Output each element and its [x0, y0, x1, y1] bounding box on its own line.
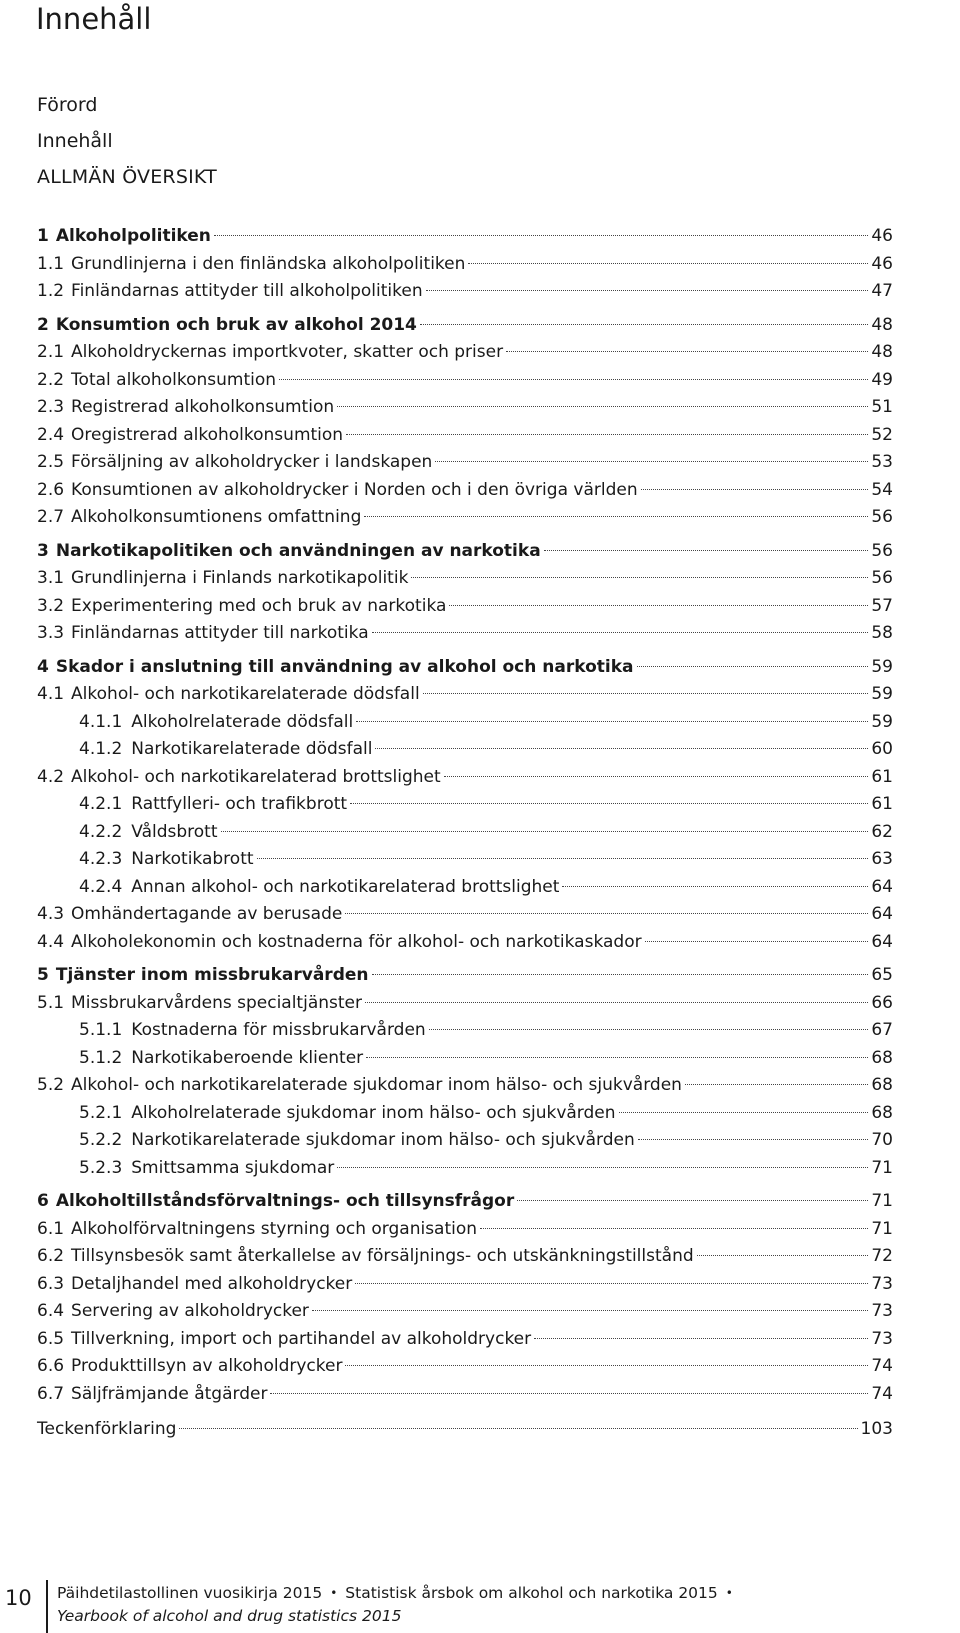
toc-entry-label	[79, 1100, 616, 1128]
toc-entry-label	[37, 339, 503, 367]
toc-entry-title: Finländarnas attityder till alkoholpolitiken	[71, 281, 423, 301]
toc-entry-title: Konsumtion och bruk av alkohol 2014	[55, 314, 417, 335]
dot-leader	[356, 721, 868, 722]
toc-entry-label	[79, 791, 347, 819]
toc-entry-title: Konsumtionen av alkoholdrycker i Norden och i den övriga världen	[71, 479, 638, 500]
toc-entry-row[interactable]	[37, 477, 893, 505]
toc-entry-title: Narkotikapolitiken och användningen av narkotika	[55, 540, 541, 561]
toc-page-number: 53	[871, 452, 893, 472]
toc-entry-label	[37, 901, 342, 929]
toc-entry-label	[37, 681, 420, 709]
toc-entry-label	[37, 367, 276, 395]
toc-entry-label	[37, 929, 642, 957]
page-title: Innehåll	[36, 2, 152, 36]
toc-page-number: 56	[871, 507, 893, 527]
toc-entry-row[interactable]	[37, 819, 893, 847]
toc-entry-title: Säljfrämjande åtgärder	[71, 1383, 268, 1404]
toc-entry-title: Smittsamma sjukdomar	[131, 1157, 335, 1178]
toc-entry-title: Missbrukarvårdens specialtjänster	[71, 992, 362, 1013]
toc-entry-label	[37, 962, 369, 990]
toc-page-number: 73	[871, 1301, 893, 1321]
toc-entry-title: Alkoholrelaterade dödsfall	[131, 711, 354, 732]
toc-entry-row[interactable]	[37, 339, 893, 367]
dot-leader	[372, 632, 869, 633]
dot-leader	[534, 1338, 868, 1339]
toc-entry-title: Finländarnas attityder till narkotika	[71, 623, 369, 643]
toc-entry-row[interactable]	[37, 1072, 893, 1100]
toc-entry-number: 2.6	[37, 479, 65, 500]
toc-entry-row[interactable]	[37, 709, 893, 737]
toc-entry-label	[79, 1017, 426, 1045]
toc-page-number: 70	[871, 1130, 893, 1150]
dot-leader	[364, 516, 868, 517]
toc-entry-number: 4	[37, 656, 49, 677]
toc-entry-label	[37, 990, 362, 1018]
toc-page-number: 64	[871, 876, 893, 897]
dot-leader	[435, 461, 868, 462]
toc-entry-number: 5.1.2	[79, 1047, 123, 1068]
toc-entry-label	[37, 1298, 309, 1326]
dot-leader	[429, 1029, 869, 1030]
toc-entry-label	[37, 654, 634, 682]
toc-entry-title: Alkoholförvaltningens styrning och organisation	[71, 1218, 478, 1239]
toc-page-number: 60	[871, 739, 893, 759]
toc-chapter-row[interactable]	[37, 654, 893, 682]
toc-entry-row[interactable]	[37, 901, 893, 929]
dot-leader	[426, 290, 869, 291]
toc-page-number: 73	[871, 1328, 893, 1349]
toc-entry-row[interactable]	[37, 620, 893, 648]
toc-entry-label	[37, 565, 408, 593]
toc-entry-number: 4.2.3	[79, 849, 123, 869]
toc-page-number: 67	[871, 1020, 893, 1040]
toc-entry-number: 1.2	[37, 281, 65, 301]
toc-entry-number: 5.2.2	[79, 1130, 123, 1150]
toc-entry-label	[37, 1271, 352, 1299]
toc-entry-title: Omhändertagande av berusade	[71, 904, 343, 924]
dot-leader	[257, 858, 869, 859]
toc-page-number: 56	[871, 540, 893, 561]
toc-entry-row[interactable]	[37, 565, 893, 593]
toc-entry-label	[37, 223, 211, 251]
toc-page-number: 68	[871, 1047, 893, 1068]
toc-page-number: 74	[871, 1356, 893, 1376]
toc-entry-row[interactable]	[37, 1155, 893, 1183]
toc-page-number: 58	[871, 623, 893, 643]
dot-leader	[544, 550, 869, 551]
toc-entry-number: 4.1.2	[79, 739, 123, 759]
toc-entry-row[interactable]	[37, 791, 893, 819]
toc-entry-label	[37, 251, 465, 279]
dot-leader	[365, 1002, 868, 1003]
dot-leader	[372, 974, 869, 975]
toc-page-number: 71	[871, 1218, 893, 1239]
toc-page-number: 68	[871, 1075, 893, 1095]
toc-entry-title: Narkotikarelaterade dödsfall	[131, 739, 373, 759]
toc-entry-number: 2.4	[37, 424, 65, 445]
toc-entry-title: Rattfylleri- och trafikbrott	[131, 794, 348, 814]
toc-page-number: 54	[871, 479, 893, 500]
dot-leader	[350, 803, 868, 804]
toc-entry-title: Våldsbrott	[131, 821, 218, 842]
toc-entry-row[interactable]	[37, 1271, 893, 1299]
toc-page-number: 66	[871, 992, 893, 1013]
toc-entry-row[interactable]	[37, 874, 893, 902]
toc-entry-row[interactable]	[37, 1243, 893, 1271]
toc-entry-number: 3.2	[37, 595, 65, 616]
toc-entry-title: Total alkoholkonsumtion	[71, 369, 277, 390]
toc-entry-number: 3	[37, 540, 49, 561]
toc-entry-title: Oregistrerad alkoholkonsumtion	[71, 424, 344, 445]
toc-page-number: 62	[871, 821, 893, 842]
toc-page-number: 48	[871, 342, 893, 362]
toc-entry-title: Alkoholrelaterade sjukdomar inom hälso- och sjukvården	[131, 1102, 616, 1123]
toc-page-number: 71	[871, 1157, 893, 1178]
toc-entry-title: Teckenförklaring	[37, 1419, 177, 1439]
contents-link[interactable]: Innehåll	[37, 130, 113, 152]
footer-divider	[46, 1580, 48, 1633]
foreword-link[interactable]: Förord	[37, 94, 98, 116]
footer-title-swedish: Statistisk årsbok om alkohol och narkotika 2015	[345, 1584, 718, 1602]
toc-entry-number: 3.3	[37, 623, 65, 643]
toc-entry-title: Tjänster inom missbrukarvården	[55, 965, 369, 985]
toc-page-number: 46	[871, 226, 893, 246]
toc-entry-title: Narkotikabrott	[131, 849, 254, 869]
dot-leader	[638, 1139, 869, 1140]
table-of-contents	[37, 223, 893, 1444]
dot-leader	[179, 1428, 857, 1429]
toc-page-number: 59	[871, 656, 893, 677]
toc-entry-label	[37, 538, 541, 566]
toc-entry-title: Skador i anslutning till användning av alkohol och narkotika	[55, 656, 634, 677]
toc-chapter-row[interactable]	[37, 538, 893, 566]
toc-entry-number: 5.1	[37, 992, 65, 1013]
toc-entry-label	[79, 709, 353, 737]
toc-page-number: 46	[871, 253, 893, 274]
toc-entry-label	[37, 422, 343, 450]
toc-entry-number: 5.2.3	[79, 1157, 123, 1178]
toc-entry-title: Tillverkning, import och partihandel av alkoholdrycker	[71, 1328, 532, 1349]
toc-entry-row[interactable]	[37, 593, 893, 621]
toc-entry-row[interactable]	[37, 422, 893, 450]
toc-entry-number: 2.7	[37, 507, 65, 527]
toc-page-number: 48	[871, 314, 893, 335]
toc-entry-title: Alkoholkonsumtionens omfattning	[71, 507, 362, 527]
toc-page-number: 59	[871, 684, 893, 704]
dot-leader	[366, 1057, 868, 1058]
footer-line-1	[57, 1584, 741, 1602]
toc-page-number: 59	[871, 711, 893, 732]
toc-page-number: 71	[871, 1191, 893, 1211]
toc-entry-label	[37, 394, 334, 422]
toc-entry-label	[37, 593, 446, 621]
dot-leader	[214, 235, 868, 236]
dot-leader	[685, 1084, 868, 1085]
toc-page-number: 65	[871, 965, 893, 985]
toc-entry-title: Kostnaderna för missbrukarvården	[131, 1020, 426, 1040]
toc-entry-label	[37, 477, 638, 505]
dot-leader	[449, 605, 868, 606]
toc-entry-number: 4.1	[37, 684, 65, 704]
toc-entry-label	[37, 1326, 531, 1354]
toc-entry-label	[79, 1127, 635, 1155]
toc-entry-row[interactable]	[37, 1381, 893, 1409]
toc-entry-number: 2	[37, 314, 49, 335]
toc-entry-row[interactable]	[37, 504, 893, 532]
toc-entry-number: 4.1.1	[79, 711, 123, 732]
dot-leader	[345, 1365, 868, 1366]
toc-entry-title: Grundlinjerna i den finländska alkoholpolitiken	[71, 253, 466, 274]
toc-page-number: 57	[871, 595, 893, 616]
toc-page-number: 47	[871, 281, 893, 301]
toc-page-number: 51	[871, 397, 893, 417]
toc-entry-title: Försäljning av alkoholdrycker i landskapen	[71, 452, 433, 472]
toc-entry-number: 5.1.1	[79, 1020, 123, 1040]
toc-entry-row[interactable]	[37, 764, 893, 792]
dot-leader	[337, 406, 868, 407]
toc-entry-number: 6.7	[37, 1383, 65, 1404]
toc-entry-row[interactable]	[37, 449, 893, 477]
dot-leader	[444, 776, 869, 777]
toc-entry-number: 6.1	[37, 1218, 65, 1239]
toc-entry-number: 2.1	[37, 342, 65, 362]
dot-leader	[221, 831, 869, 832]
dot-leader	[312, 1310, 868, 1311]
bullet-icon: •	[725, 1586, 733, 1600]
overview-heading: ALLMÄN ÖVERSIKT	[37, 166, 217, 188]
dot-leader	[411, 577, 868, 578]
toc-entry-title: Registrerad alkoholkonsumtion	[71, 397, 335, 417]
toc-page-number: 73	[871, 1273, 893, 1294]
toc-entry-title: Alkohol- och narkotikarelaterade sjukdomar inom hälso- och sjukvården	[71, 1075, 682, 1095]
toc-entry-number: 4.2.1	[79, 794, 123, 814]
dot-leader	[355, 1283, 868, 1284]
toc-entry-label	[79, 846, 254, 874]
toc-entry-label	[37, 1188, 514, 1216]
toc-page-number: 74	[871, 1383, 893, 1404]
dot-leader	[645, 941, 869, 942]
toc-entry-row[interactable]	[37, 394, 893, 422]
toc-page-number: 61	[871, 766, 893, 787]
toc-entry-label	[37, 764, 441, 792]
toc-entry-title: Alkoholdryckernas importkvoter, skatter och priser	[71, 342, 504, 362]
toc-entry-title: Alkohol- och narkotikarelaterad brottslighet	[71, 766, 441, 787]
dot-leader	[337, 1167, 868, 1168]
toc-entry-number: 4.2.4	[79, 876, 123, 897]
dot-leader	[641, 489, 869, 490]
toc-entry-row[interactable]	[37, 990, 893, 1018]
toc-entry-row[interactable]	[37, 1326, 893, 1354]
toc-entry-number: 6.6	[37, 1356, 65, 1376]
toc-entry-number: 4.3	[37, 904, 65, 924]
toc-entry-number: 3.1	[37, 568, 65, 588]
dot-leader	[480, 1228, 868, 1229]
dot-leader	[423, 693, 869, 694]
toc-entry-number: 5.2	[37, 1075, 65, 1095]
toc-entry-title: Narkotikarelaterade sjukdomar inom hälso- och sjukvården	[131, 1130, 635, 1150]
toc-entry-number: 6.2	[37, 1246, 65, 1266]
toc-entry-number: 6.3	[37, 1273, 65, 1294]
toc-entry-title: Detaljhandel med alkoholdrycker	[71, 1273, 353, 1294]
toc-entry-title: Produkttillsyn av alkoholdrycker	[71, 1356, 343, 1376]
dot-leader	[270, 1393, 868, 1394]
toc-entry-number: 4.2	[37, 766, 65, 787]
toc-legend-row[interactable]	[37, 1416, 893, 1444]
toc-entry-label	[79, 1155, 334, 1183]
toc-page-number: 49	[871, 369, 893, 390]
dot-leader	[562, 886, 868, 887]
toc-entry-row[interactable]	[37, 1045, 893, 1073]
toc-chapter-row[interactable]	[37, 223, 893, 251]
toc-page-number: 64	[871, 931, 893, 952]
toc-entry-row[interactable]	[37, 251, 893, 279]
toc-entry-title: Alkoholpolitiken	[55, 226, 211, 246]
toc-entry-title: Tillsynsbesök samt återkallelse av försäljnings- och utskänkningstillstånd	[71, 1246, 694, 1266]
toc-entry-number: 1.1	[37, 253, 65, 274]
toc-page-number: 72	[871, 1246, 893, 1266]
toc-entry-row[interactable]	[37, 1100, 893, 1128]
toc-entry-title: Servering av alkoholdrycker	[71, 1301, 309, 1321]
toc-entry-label	[37, 1353, 342, 1381]
toc-entry-row[interactable]	[37, 1216, 893, 1244]
toc-entry-label	[37, 504, 361, 532]
toc-chapter-row[interactable]	[37, 1188, 893, 1216]
toc-page-number: 68	[871, 1102, 893, 1123]
toc-entry-title: Alkoholekonomin och kostnaderna för alkohol- och narkotikaskador	[71, 931, 642, 952]
toc-entry-number: 5.2.1	[79, 1102, 123, 1123]
intro-block	[37, 94, 217, 202]
toc-entry-label	[37, 1381, 267, 1409]
toc-entry-title: Grundlinjerna i Finlands narkotikapolitik	[71, 568, 409, 588]
toc-entry-row[interactable]	[37, 1353, 893, 1381]
dot-leader	[506, 351, 868, 352]
dot-leader	[468, 263, 868, 264]
dot-leader	[420, 324, 868, 325]
toc-page-number: 52	[871, 424, 893, 445]
toc-entry-row[interactable]	[37, 1017, 893, 1045]
toc-entry-title: Narkotikaberoende klienter	[131, 1047, 364, 1068]
dot-leader	[619, 1112, 869, 1113]
dot-leader	[345, 913, 868, 914]
toc-entry-row[interactable]	[37, 846, 893, 874]
toc-entry-number: 4.2.2	[79, 821, 123, 842]
toc-entry-label	[37, 1243, 694, 1271]
toc-entry-row[interactable]	[37, 367, 893, 395]
toc-entry-number: 6.4	[37, 1301, 65, 1321]
toc-entry-row[interactable]	[37, 681, 893, 709]
footer-title-english: Yearbook of alcohol and drug statistics 2015	[57, 1607, 402, 1625]
dot-leader	[517, 1200, 868, 1201]
dot-leader	[346, 434, 868, 435]
toc-entry-row[interactable]	[37, 1127, 893, 1155]
toc-chapter-row[interactable]	[37, 962, 893, 990]
toc-entry-label	[79, 736, 372, 764]
toc-page-number: 103	[860, 1419, 893, 1439]
toc-entry-number: 1	[37, 226, 49, 246]
toc-entry-label	[79, 819, 218, 847]
toc-entry-row[interactable]	[37, 929, 893, 957]
toc-entry-number: 6.5	[37, 1328, 65, 1349]
dot-leader	[279, 379, 868, 380]
toc-page-number: 64	[871, 904, 893, 924]
toc-entry-row[interactable]	[37, 736, 893, 764]
dot-leader	[637, 666, 869, 667]
toc-page-number: 56	[871, 568, 893, 588]
dot-leader	[697, 1255, 869, 1256]
toc-entry-label	[37, 1216, 477, 1244]
toc-chapter-row[interactable]	[37, 312, 893, 340]
toc-entry-label	[79, 874, 559, 902]
page-number: 10	[5, 1586, 32, 1610]
toc-entry-number: 4.4	[37, 931, 65, 952]
toc-entry-row[interactable]	[37, 278, 893, 306]
toc-page-number: 63	[871, 849, 893, 869]
toc-entry-number: 5	[37, 965, 49, 985]
dot-leader	[375, 748, 868, 749]
toc-entry-label	[37, 1072, 682, 1100]
toc-entry-title: Annan alkohol- och narkotikarelaterad brottslighet	[131, 876, 560, 897]
toc-entry-number: 2.5	[37, 452, 65, 472]
toc-entry-label	[37, 620, 369, 648]
toc-entry-label	[37, 278, 423, 306]
page-footer	[0, 1580, 960, 1633]
toc-entry-label	[37, 449, 432, 477]
bullet-icon: •	[330, 1586, 338, 1600]
toc-entry-title: Experimentering med och bruk av narkotika	[71, 595, 447, 616]
toc-entry-title: Alkoholtillståndsförvaltnings- och tillsynsfrågor	[55, 1191, 515, 1211]
toc-entry-label	[79, 1045, 363, 1073]
toc-entry-row[interactable]	[37, 1298, 893, 1326]
footer-title-finnish: Päihdetilastollinen vuosikirja 2015	[57, 1584, 323, 1602]
toc-entry-number: 2.3	[37, 397, 65, 417]
toc-page-number: 61	[871, 794, 893, 814]
toc-entry-label	[37, 312, 417, 340]
toc-entry-number: 2.2	[37, 369, 65, 390]
toc-entry-number: 6	[37, 1191, 49, 1211]
toc-entry-title: Alkohol- och narkotikarelaterade dödsfall	[71, 684, 420, 704]
